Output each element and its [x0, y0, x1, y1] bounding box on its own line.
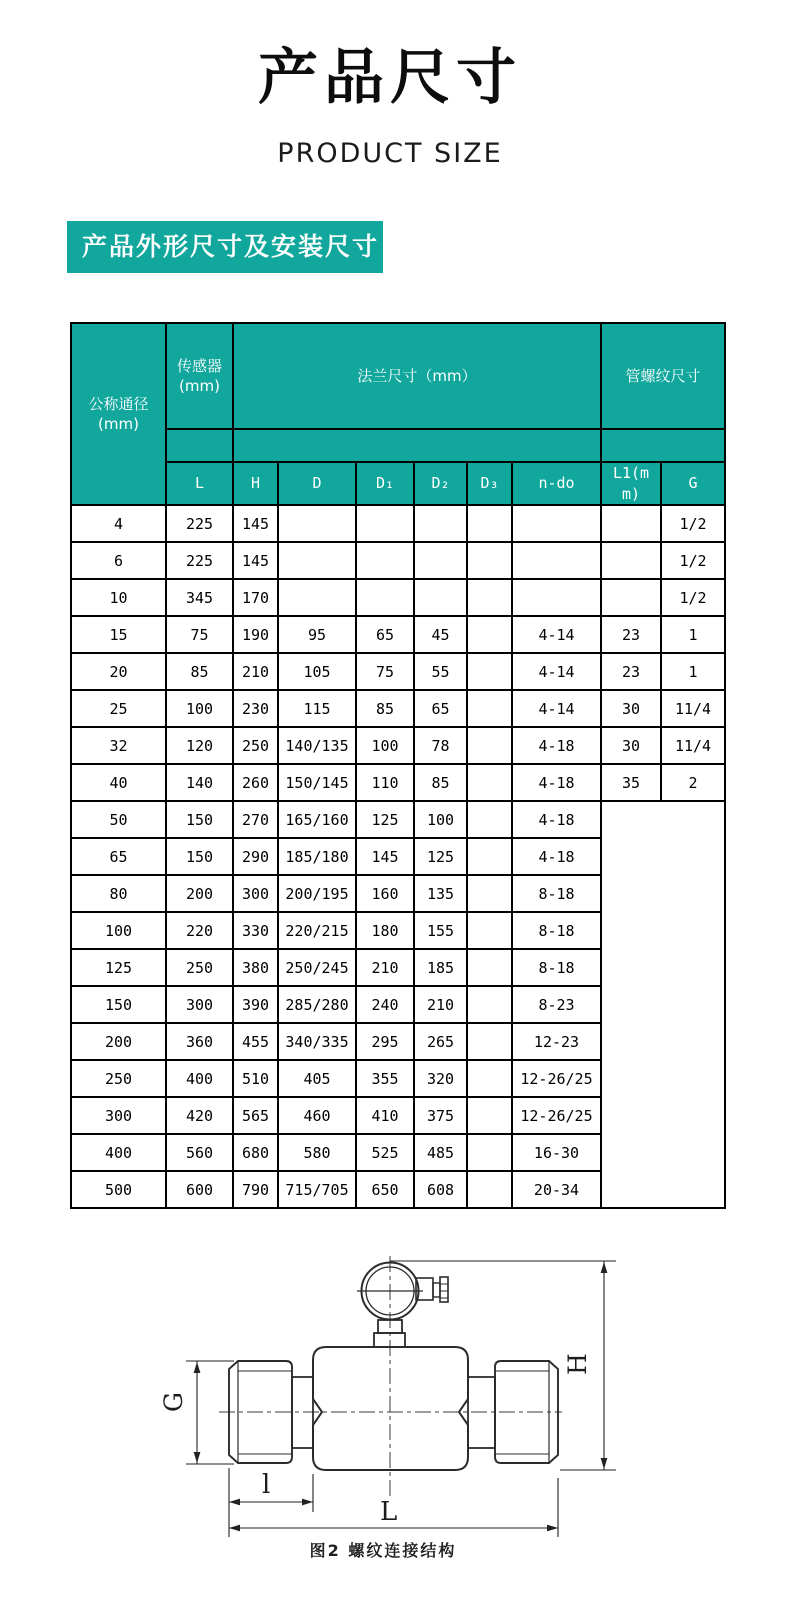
table-cell: 4-18: [512, 838, 601, 875]
table-cell: 140: [166, 764, 233, 801]
table-cell: 4-18: [512, 727, 601, 764]
header-group-row: [71, 323, 725, 429]
col-header-D1: D₁: [356, 462, 414, 505]
table-cell: 225: [166, 505, 233, 542]
table-cell: 110: [356, 764, 414, 801]
table-cell: [467, 764, 512, 801]
table-cell: 25: [71, 690, 166, 727]
col-header-D3: D₃: [467, 462, 512, 505]
table-cell: 1: [661, 653, 725, 690]
table-cell: 115: [278, 690, 356, 727]
table-cell: 75: [166, 616, 233, 653]
table-cell: 330: [233, 912, 278, 949]
table-cell: [356, 579, 414, 616]
table-cell: 190: [233, 616, 278, 653]
table-row: [71, 616, 725, 653]
table-cell: [467, 1060, 512, 1097]
table-cell: 145: [233, 505, 278, 542]
table-cell: 150/145: [278, 764, 356, 801]
header-nominal-label: 公称通径: [88, 394, 149, 413]
table-cell: 55: [414, 653, 467, 690]
table-cell: [467, 1023, 512, 1060]
table-cell: [414, 579, 467, 616]
table-cell: 150: [166, 838, 233, 875]
table-cell: [467, 912, 512, 949]
col-header-D2: D₂: [414, 462, 467, 505]
table-cell: [512, 579, 601, 616]
table-cell: 210: [414, 986, 467, 1023]
table-cell: 250: [233, 727, 278, 764]
table-cell: [278, 579, 356, 616]
table-cell: 75: [356, 653, 414, 690]
header-flange-size: 法兰尺寸（mm）: [233, 323, 601, 429]
header-spacer-cell: [166, 429, 233, 462]
table-row: [71, 579, 725, 616]
table-cell: 100: [71, 912, 166, 949]
table-cell: 150: [71, 986, 166, 1023]
table-cell: 340/335: [278, 1023, 356, 1060]
table-cell: 125: [71, 949, 166, 986]
table-cell: [467, 616, 512, 653]
table-cell: 200: [71, 1023, 166, 1060]
table-cell: [278, 542, 356, 579]
table-cell: 410: [356, 1097, 414, 1134]
table-cell: [512, 505, 601, 542]
table-cell: 608: [414, 1171, 467, 1208]
table-cell: [467, 653, 512, 690]
table-cell: [601, 579, 661, 616]
table-cell: 1/2: [661, 542, 725, 579]
table-cell: 560: [166, 1134, 233, 1171]
table-cell: 65: [414, 690, 467, 727]
table-cell: [467, 949, 512, 986]
table-cell: 8-18: [512, 912, 601, 949]
gauge-head: [357, 1263, 448, 1348]
table-cell: 120: [166, 727, 233, 764]
table-cell: 400: [71, 1134, 166, 1171]
table-cell: [467, 690, 512, 727]
table-cell: 4-14: [512, 616, 601, 653]
table-cell: [512, 542, 601, 579]
table-cell: [467, 875, 512, 912]
table-cell: 790: [233, 1171, 278, 1208]
table-cell: 16-30: [512, 1134, 601, 1171]
table-cell: 680: [233, 1134, 278, 1171]
table-cell: 715/705: [278, 1171, 356, 1208]
table-cell: 390: [233, 986, 278, 1023]
table-cell: 400: [166, 1060, 233, 1097]
table-cell: 1/2: [661, 505, 725, 542]
table-cell: [467, 727, 512, 764]
table-cell: [414, 542, 467, 579]
table-cell: 220: [166, 912, 233, 949]
table-row: [71, 690, 725, 727]
table-cell: 30: [601, 690, 661, 727]
table-cell: [278, 505, 356, 542]
header-sensor-label: 传感器: [176, 356, 222, 375]
merged-empty-cell: [601, 801, 725, 1208]
table-cell: 200/195: [278, 875, 356, 912]
table-cell: 500: [71, 1171, 166, 1208]
table-cell: 285/280: [278, 986, 356, 1023]
table-cell: [414, 505, 467, 542]
table-cell: 145: [356, 838, 414, 875]
header-pipe-thread-size: 管螺纹尺寸: [601, 323, 725, 429]
table-cell: 32: [71, 727, 166, 764]
table-cell: 200: [166, 875, 233, 912]
table-cell: 11/4: [661, 727, 725, 764]
table-cell: 290: [233, 838, 278, 875]
table-cell: [467, 579, 512, 616]
header-spacer-cell: [233, 429, 601, 462]
table-cell: [356, 542, 414, 579]
table-cell: [356, 505, 414, 542]
table-cell: 11/4: [661, 690, 725, 727]
table-cell: 210: [356, 949, 414, 986]
table-cell: [467, 542, 512, 579]
col-header-D: D: [278, 462, 356, 505]
dim-label-H: H: [563, 1353, 592, 1375]
col-header-H: H: [233, 462, 278, 505]
table-cell: 165/160: [278, 801, 356, 838]
table-cell: [467, 801, 512, 838]
dim-label-L: L: [380, 1497, 398, 1527]
table-row: [71, 801, 725, 838]
table-cell: 50: [71, 801, 166, 838]
page-title: 产品尺寸: [258, 43, 522, 113]
header-nominal-unit: (mm): [98, 415, 139, 433]
header-sub-row: [71, 462, 725, 505]
header-spacer-row: [71, 429, 725, 462]
table-cell: 23: [601, 616, 661, 653]
dimension-L: [229, 1478, 558, 1537]
table-row: [71, 505, 725, 542]
table-cell: 8-18: [512, 875, 601, 912]
table-cell: 250: [71, 1060, 166, 1097]
table-cell: 40: [71, 764, 166, 801]
dim-label-l: l: [262, 1470, 271, 1500]
table-cell: 4-18: [512, 764, 601, 801]
table-cell: 320: [414, 1060, 467, 1097]
dimension-table: [70, 322, 726, 1209]
table-cell: 160: [356, 875, 414, 912]
table-cell: 6: [71, 542, 166, 579]
table-cell: [467, 1097, 512, 1134]
col-header-L1: L1(mm): [601, 462, 661, 505]
table-cell: 45: [414, 616, 467, 653]
header-sensor: [166, 323, 233, 429]
figure-caption: 图2 螺纹连接结构: [309, 1541, 457, 1560]
header-sensor-unit: (mm): [179, 377, 220, 395]
header-spacer-cell: [601, 429, 725, 462]
table-cell: 185: [414, 949, 467, 986]
table-cell: 80: [71, 875, 166, 912]
table-cell: 2: [661, 764, 725, 801]
table-cell: 35: [601, 764, 661, 801]
table-cell: 125: [414, 838, 467, 875]
table-cell: 250: [166, 949, 233, 986]
table-cell: [467, 838, 512, 875]
table-cell: 12-23: [512, 1023, 601, 1060]
section-banner: 产品外形尺寸及安装尺寸: [67, 221, 383, 273]
table-cell: 20: [71, 653, 166, 690]
page-subtitle: PRODUCT SIZE: [277, 138, 503, 169]
table-cell: 8-18: [512, 949, 601, 986]
table-cell: 360: [166, 1023, 233, 1060]
table-cell: 510: [233, 1060, 278, 1097]
table-cell: 600: [166, 1171, 233, 1208]
table-cell: 260: [233, 764, 278, 801]
table-cell: 250/245: [278, 949, 356, 986]
table-cell: 85: [356, 690, 414, 727]
table-cell: 230: [233, 690, 278, 727]
table-cell: [601, 542, 661, 579]
table-cell: 345: [166, 579, 233, 616]
table-cell: 12-26/25: [512, 1097, 601, 1134]
table-cell: 23: [601, 653, 661, 690]
table-row: [71, 542, 725, 579]
dimension-l: [229, 1468, 313, 1537]
table-cell: 210: [233, 653, 278, 690]
table-cell: 300: [233, 875, 278, 912]
size-table-body: [71, 505, 725, 1208]
dim-label-G: G: [159, 1392, 188, 1412]
table-cell: 10: [71, 579, 166, 616]
table-cell: 650: [356, 1171, 414, 1208]
table-cell: 375: [414, 1097, 467, 1134]
table-cell: 455: [233, 1023, 278, 1060]
table-cell: 4-14: [512, 653, 601, 690]
table-cell: 185/180: [278, 838, 356, 875]
table-cell: 12-26/25: [512, 1060, 601, 1097]
table-cell: 135: [414, 875, 467, 912]
table-cell: 1/2: [661, 579, 725, 616]
table-cell: 8-23: [512, 986, 601, 1023]
table-cell: 405: [278, 1060, 356, 1097]
table-cell: 85: [166, 653, 233, 690]
table-row: [71, 653, 725, 690]
table-cell: 4: [71, 505, 166, 542]
table-cell: 355: [356, 1060, 414, 1097]
table-cell: 15: [71, 616, 166, 653]
table-cell: 225: [166, 542, 233, 579]
table-cell: 170: [233, 579, 278, 616]
table-cell: 95: [278, 616, 356, 653]
thread-connection-diagram: [150, 1225, 680, 1570]
col-header-n-do: n-do: [512, 462, 601, 505]
table-cell: 565: [233, 1097, 278, 1134]
col-header-G: G: [661, 462, 725, 505]
table-cell: 460: [278, 1097, 356, 1134]
table-cell: 78: [414, 727, 467, 764]
table-cell: 420: [166, 1097, 233, 1134]
table-cell: 100: [166, 690, 233, 727]
table-cell: 525: [356, 1134, 414, 1171]
table-cell: 105: [278, 653, 356, 690]
table-cell: 300: [71, 1097, 166, 1134]
dimension-H: [390, 1261, 616, 1470]
table-cell: 240: [356, 986, 414, 1023]
table-cell: 580: [278, 1134, 356, 1171]
table-cell: 65: [71, 838, 166, 875]
table-cell: 150: [166, 801, 233, 838]
table-cell: 100: [356, 727, 414, 764]
table-cell: 265: [414, 1023, 467, 1060]
header-nominal-diameter: [71, 323, 166, 505]
table-cell: 4-18: [512, 801, 601, 838]
table-row: [71, 727, 725, 764]
table-cell: 1: [661, 616, 725, 653]
table-cell: 380: [233, 949, 278, 986]
table-cell: 485: [414, 1134, 467, 1171]
table-cell: [467, 1171, 512, 1208]
table-cell: 100: [414, 801, 467, 838]
table-cell: 30: [601, 727, 661, 764]
table-cell: [601, 505, 661, 542]
col-header-L: L: [166, 462, 233, 505]
table-cell: 295: [356, 1023, 414, 1060]
table-cell: 140/135: [278, 727, 356, 764]
table-cell: 180: [356, 912, 414, 949]
table-cell: 125: [356, 801, 414, 838]
table-cell: 300: [166, 986, 233, 1023]
table-cell: 270: [233, 801, 278, 838]
table-cell: 85: [414, 764, 467, 801]
table-cell: [467, 505, 512, 542]
table-row: [71, 764, 725, 801]
table-cell: 65: [356, 616, 414, 653]
table-cell: [467, 986, 512, 1023]
table-cell: [467, 1134, 512, 1171]
table-cell: 145: [233, 542, 278, 579]
table-cell: 220/215: [278, 912, 356, 949]
table-cell: 155: [414, 912, 467, 949]
table-cell: 4-14: [512, 690, 601, 727]
table-cell: 20-34: [512, 1171, 601, 1208]
